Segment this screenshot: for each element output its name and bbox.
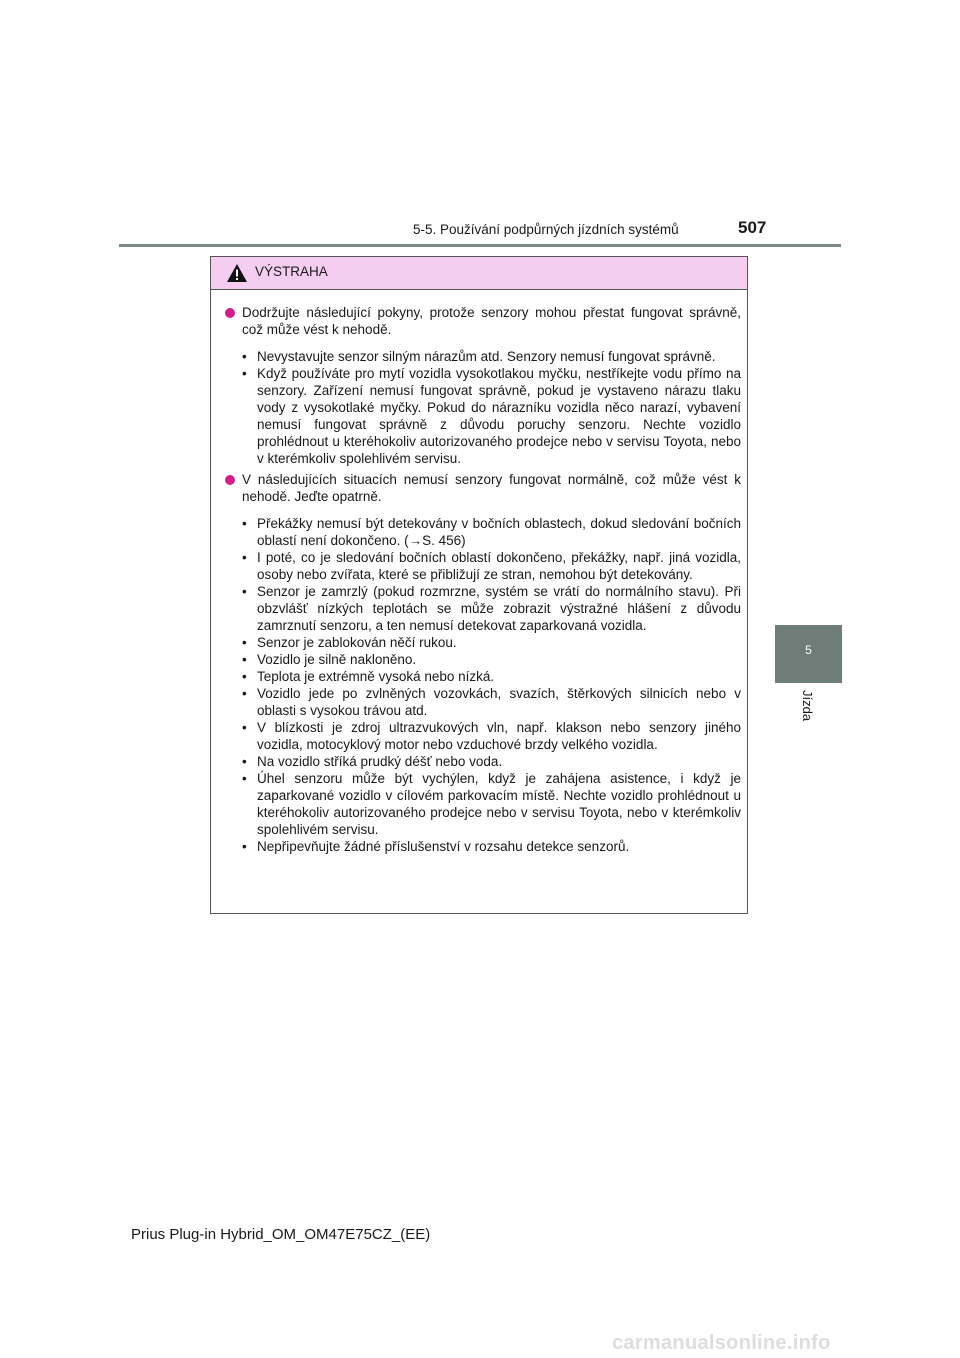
list-item [217, 838, 741, 855]
dot-icon: • [242, 635, 247, 650]
page-number: 507 [738, 218, 767, 237]
list-item [217, 719, 741, 753]
chapter-tab-label: Jízda [800, 690, 815, 722]
list-item-text: Nevystavujte senzor silným nárazům atd. Senzory nemusí fungovat správně. [257, 349, 716, 364]
list-item [217, 651, 741, 668]
dot-icon: • [242, 652, 247, 667]
list-item [217, 753, 741, 770]
bullet-icon [225, 308, 235, 318]
list-item [217, 634, 741, 651]
chapter-tab-number: 5 [805, 643, 812, 657]
dot-icon: • [242, 550, 247, 565]
dot-icon: • [242, 349, 247, 364]
chapter-tab [775, 625, 842, 683]
warning-item [217, 304, 741, 338]
list-item [217, 348, 741, 365]
list-item [217, 515, 741, 549]
warning-item [217, 471, 741, 505]
list-item-text: Na vozidlo stříká prudký déšť nebo voda. [257, 754, 503, 769]
list-item [217, 365, 741, 467]
list-item-text: Nepřipevňujte žádné příslušenství v rozsahu detekce senzorů. [257, 839, 630, 854]
warning-triangle-icon [226, 263, 248, 283]
dot-icon: • [242, 720, 247, 735]
warning-item-text: Dodržujte následující pokyny, protože senzory mohou přestat fungovat správně, což může vést k nehodě. [242, 305, 741, 337]
dot-icon: • [242, 686, 247, 701]
list-item [217, 583, 741, 634]
dot-icon: • [242, 516, 247, 531]
list-item [217, 668, 741, 685]
list-item [217, 685, 741, 719]
list-item-text: I poté, co je sledování bočních oblastí dokončeno, překážky, např. jiná vozidla, osoby nebo zvířata, které se přibližují ze stran, nemohou být detekovány. [257, 550, 741, 582]
list-item-text: Úhel senzoru může být vychýlen, když je zahájena asistence, i když je zaparkované vozidlo v cílovém parkovacím místě. Nechte vozidlo prohlédnout u kteréhokoliv autorizovaného prodejce nebo v servisu Toyota, nebo v kterémkoliv spolehlivém servisu. [257, 771, 741, 837]
dot-icon: • [242, 366, 247, 381]
document-footer: Prius Plug-in Hybrid_OM_OM47E75CZ_(EE) [131, 1226, 431, 1243]
dot-icon: • [242, 669, 247, 684]
section-header: 5-5. Používání podpůrných jízdních systémů [413, 222, 679, 237]
dot-icon: • [242, 771, 247, 786]
warning-title: VÝSTRAHA [255, 264, 328, 279]
warning-box [210, 256, 748, 914]
bullet-icon [225, 475, 235, 485]
list-item [217, 770, 741, 838]
warning-header [211, 257, 747, 290]
list-item-text: Když používáte pro mytí vozidla vysokotlakou myčku, nestříkejte vodu přímo na senzory. Zařízení nemusí fungovat správně, pokud je vystaveno nárazu tlaku vody z vysokotlaké myčky. Pokud do nárazníku vozidla něco narazí, vybavení nemusí fungovat správně z důvodu poruchy senzoru. Nechte vozidlo prohlédnout u kteréhokoliv autorizovaného prodejce nebo v servisu Toyota, nebo v kterémkoliv spolehlivém servisu. [257, 366, 741, 466]
list-item-text: Senzor je zamrzlý (pokud rozmrzne, systém se vrátí do normálního stavu). Při obzvlášť nízkých teplotách se může zobrazit výstražné hlášení z důvodu zamrznutí senzoru, a ten nemusí detekovat zaparkovaná vozidla. [257, 584, 741, 633]
dot-icon: • [242, 839, 247, 854]
warning-body [211, 290, 747, 855]
header-rule [119, 244, 841, 247]
sub-list [217, 515, 741, 855]
list-item-text: Senzor je zablokován něčí rukou. [257, 635, 457, 650]
list-item-text: Vozidlo je silně nakloněno. [257, 652, 417, 667]
list-item-text: Teplota je extrémně vysoká nebo nízká. [257, 669, 495, 684]
warning-item-text: V následujících situacích nemusí senzory fungovat normálně, což může vést k nehodě. Jeďte opatrně. [242, 472, 741, 504]
dot-icon: • [242, 584, 247, 599]
list-item-text: V blízkosti je zdroj ultrazvukových vln, např. klakson nebo senzory jiného vozidla, motocyklový motor nebo vzduchové brzdy velkého vozidla. [257, 720, 741, 752]
list-item-text: Překážky nemusí být detekovány v bočních oblastech, dokud sledování bočních oblastí není dokončeno. (→S. 456) [257, 516, 741, 548]
list-item-text: Vozidlo jede po zvlněných vozovkách, svazích, štěrkových silnicích nebo v oblasti s vysokou trávou atd. [257, 686, 741, 718]
sub-list [217, 348, 741, 467]
dot-icon: • [242, 754, 247, 769]
list-item [217, 549, 741, 583]
watermark: carmanualsonline.info [612, 1332, 831, 1354]
